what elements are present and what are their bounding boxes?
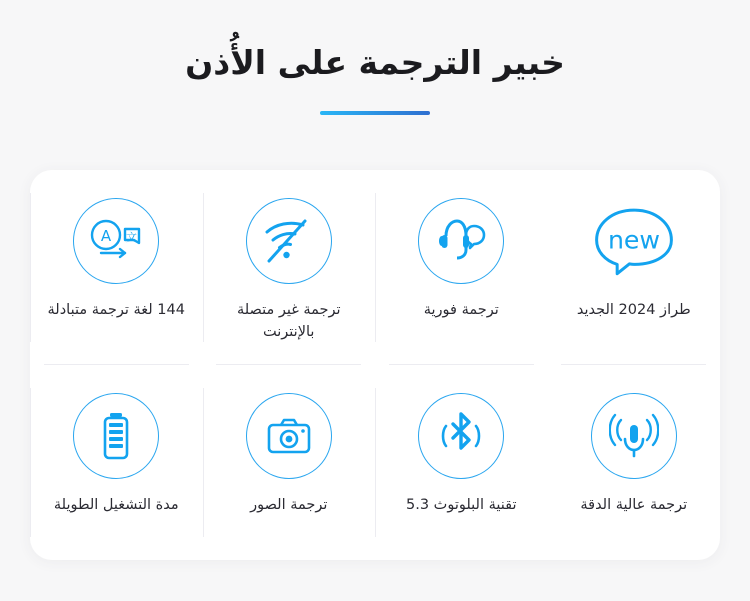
features-card	[30, 170, 720, 560]
new-badge-icon	[591, 198, 677, 284]
svg-text:文: 文	[126, 231, 138, 244]
headphones-translate-icon	[418, 198, 504, 284]
svg-text:new: new	[607, 225, 660, 255]
feature-item-photo-translation[interactable]	[203, 365, 376, 560]
feature-item-bluetooth[interactable]	[375, 365, 548, 560]
camera-icon	[246, 393, 332, 479]
page-title: خبير الترجمة على الأُذن	[185, 43, 565, 82]
features-grid	[30, 170, 720, 560]
feature-item-instant-translation[interactable]	[375, 170, 548, 365]
language-exchange-icon	[73, 198, 159, 284]
feature-item-offline-translation[interactable]	[203, 170, 376, 365]
bluetooth-icon	[418, 393, 504, 479]
feature-label: ترجمة الصور	[250, 497, 328, 513]
page-header	[0, 0, 750, 115]
feature-label: ترجمة غير متصلة بالإنترنت	[236, 302, 341, 340]
svg-text:A: A	[101, 227, 112, 245]
microphone-accuracy-icon	[591, 393, 677, 479]
feature-item-new-model[interactable]	[548, 170, 721, 365]
feature-label: مدة التشغيل الطويلة	[53, 497, 179, 513]
feature-item-battery-life[interactable]	[30, 365, 203, 560]
battery-icon	[73, 393, 159, 479]
feature-label: طراز 2024 الجديد	[576, 302, 691, 318]
feature-label: ترجمة فورية	[423, 302, 499, 318]
feature-label: 144 لغة ترجمة متبادلة	[47, 302, 185, 318]
feature-label: ترجمة عالية الدقة	[580, 497, 688, 513]
feature-item-languages[interactable]	[30, 170, 203, 365]
wifi-off-icon	[246, 198, 332, 284]
feature-label: تقنية البلوتوث 5.3	[406, 497, 517, 513]
feature-item-high-accuracy[interactable]	[548, 365, 721, 560]
title-underline-divider	[320, 111, 430, 115]
